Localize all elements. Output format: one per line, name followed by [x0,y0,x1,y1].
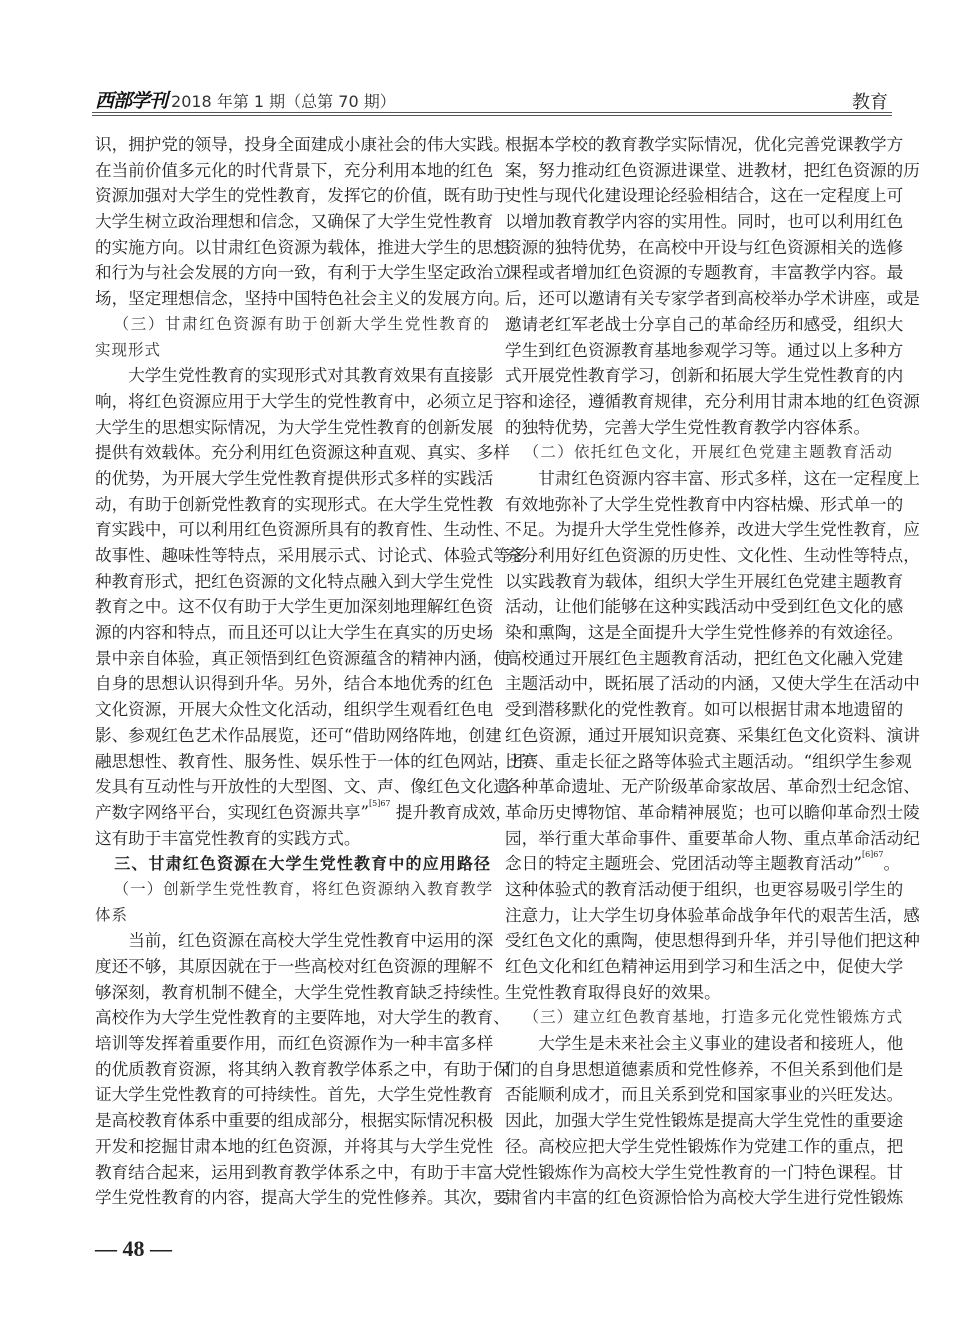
line-text: 融思想性、教育性、服务性、娱乐性于一体的红色网站，开 [95,751,527,771]
line-text: 资源加强对大学生的党性教育，发挥它的价值，既有助于 [95,186,510,206]
text-line [505,646,904,672]
line-text: 体系 [95,905,129,924]
line-text: 大学生的思想实际情况，为大学生党性教育的创新发展 [95,417,494,437]
text-line [505,1185,904,1211]
line-text: 红色文化和红色精神运用到学习和生活之中，促使大学 [505,957,904,976]
text-line [505,980,893,1006]
line-text: 和行为与社会发展的方向一致，有利于大学生坚定政治立 [95,263,510,283]
line-text: 响，将红色资源应用于大学生的党性教育中，必须立足于 [95,391,510,411]
line-text: 充分利用好红色资源的历史性、文化性、生动性等特点， [505,546,920,565]
text-line [505,260,904,286]
line-text: 证大学生党性教育的可持续性。首先，大学生党性教育 [95,1085,494,1105]
citation-superscript: [6]67 [861,850,884,860]
text-line [505,517,920,543]
text-line [95,723,502,749]
text-line [95,928,494,954]
text-line [95,1005,510,1031]
text-line [505,415,893,441]
line-text: 场，坚定理想信念，坚持中国特色社会主义的发展方向。 [95,289,510,309]
text-line [95,1082,494,1108]
text-line [505,1108,904,1134]
line-text: 的实施方向。以甘肃红色资源为载体，推进大学生的思想 [95,237,510,257]
subsection-heading-line [505,1005,904,1031]
line-text: 育实践中，可以利用红色资源所具有的教育性、生动性、 [95,520,510,540]
text-line [95,1031,494,1057]
line-text: （三）建立红色教育基地，打造多元化党性锻炼方式 [523,1008,904,1027]
line-text: 们的自身思想道德素质和党性修养，不但关系到他们是 [505,1059,904,1079]
text-line [505,774,920,800]
text-line [505,1057,904,1083]
line-text: 自身的思想认识得到升华。另外，结合本地优秀的红色 [95,674,494,694]
line-text: （一）创新学生党性教育，将红色资源纳入教育教学 [113,879,494,898]
line-text: 容和途径，遵循教育规律，充分利用甘肃本地的红色资源 [505,391,920,411]
line-text: 这有助于丰富党性教育的实践方式。 [95,828,361,848]
line-text: 染和熏陶，这是全面提升大学生党性修养的有效途径。 [505,623,904,643]
text-line [505,286,920,312]
line-text: 是高校教育体系中重要的组成部分，根据实际情况积极 [95,1111,494,1131]
line-text: 的独特优势，完善大学生党性教育教学内容体系。 [505,417,871,437]
text-line [505,620,904,646]
line-text: 的优质教育资源，将其纳入教育教学体系之中，有助于保 [95,1059,510,1079]
line-text: 受红色文化的熏陶，使思想得到升华，并引导他们把这种 [505,931,920,951]
text-line [505,928,920,954]
line-text-tail: 。 [883,854,901,874]
text-line [95,389,510,415]
line-text: 大学生是未来社会主义事业的建设者和接班人，他 [538,1034,904,1054]
text-line [505,697,904,723]
text-line [95,183,510,209]
line-text: 甘肃红色资源内容丰富、形式多样，这在一定程度上 [538,468,920,488]
line-text: 实现形式 [95,340,162,359]
line-text: 红色资源，通过开展知识竞赛、采集红色文化资料、演讲 [505,725,920,745]
text-line [95,1057,510,1083]
line-text: 以增加教育教学内容的实用性。同时，也可以利用红色 [505,212,904,232]
text-line [95,980,510,1006]
page-number: — 48 — [95,1236,172,1261]
text-line [505,800,920,826]
text-line [505,466,920,492]
line-text: 案，努力推动红色资源进课堂、进教材，把红色资源的历 [505,160,920,180]
text-line [95,1160,510,1186]
line-text: 度还不够，其原因就在于一些高校对红色资源的理解不 [95,957,494,976]
text-line [95,286,510,312]
line-text: 这种体验式的教育活动便于组织，也更容易吸引学生的 [505,879,904,899]
line-text: 比赛、重走长征之路等体验式主题活动。“组织学生参观 [505,751,912,771]
line-text: 园，举行重大革命事件、重要革命人物、重点革命活动纪 [505,828,920,848]
line-text: 学生到红色资源教育基地参观学习等。通过以上多种方 [505,340,904,360]
text-line [95,954,494,980]
text-line [95,517,510,543]
line-text: 源的内容和特点，而且还可以让大学生在真实的历史场 [95,623,494,643]
line-text: 念日的特定主题班会、党团活动等主题教育活动” [505,854,862,874]
left-column [95,132,527,1211]
line-text: 种教育形式，把红色资源的文化特点融入到大学生党性 [95,571,494,591]
line-text: 教育之中。这不仅有助于大学生更加深刻地理解红色资 [95,597,494,617]
text-line [95,363,494,389]
text-line [505,850,901,877]
line-text-tail: 提升教育成效， [390,802,512,822]
text-line [95,158,494,184]
text-line [95,1185,510,1211]
text-line [505,569,904,595]
subsection-heading-line [95,338,490,364]
text-line [95,620,494,646]
line-text: 教育结合起来，运用到教育教学体系之中，有助于丰富大 [95,1162,510,1182]
text-line [505,954,904,980]
text-line [505,235,904,261]
text-line [95,774,510,800]
line-text: 主题活动中，既拓展了活动的内涵，又使大学生在活动中 [505,674,920,694]
line-text: 当前，红色资源在高校大学生党性教育中运用的深 [128,931,494,951]
line-text: 根据本学校的教育教学实际情况，优化完善党课教学方 [505,135,904,154]
subsection-heading-line [505,440,893,466]
line-text: 景中亲自体验，真正领悟到红色资源蕴含的精神内涵，使 [95,648,510,668]
line-text: 邀请老红军老战士分享自己的革命经历和感受，组织大 [505,314,904,334]
text-line [95,260,510,286]
line-text: 不足。为提升大学生党性修养，改进大学生党性教育，应 [505,520,920,540]
text-line [95,749,527,775]
text-line [95,1134,494,1160]
text-line [95,466,494,492]
line-text: 的优势，为开展大学生党性教育提供形式多样的实践活 [95,468,494,488]
line-text: （二）依托红色文化，开展红色党建主题教育活动 [523,443,893,462]
header-divider [92,112,892,116]
line-text: 提供有效载体。充分利用红色资源这种直观、真实、多样 [95,443,510,463]
line-text: 径。高校应把大学生党性锻炼作为党建工作的重点，把 [505,1136,904,1156]
line-text: （三）甘肃红色资源有助于创新大学生党性教育的 [113,314,490,333]
text-line [505,671,920,697]
line-text: 各种革命遗址、无产阶级革命家故居、革命烈士纪念馆、 [505,777,920,797]
line-text: 三、甘肃红色资源在大学生党性教育中的应用路径 [114,854,490,874]
text-line [95,132,510,158]
subsection-heading-line [95,903,490,929]
text-line [95,826,490,852]
line-text: 够深刻，教育机制不健全，大学生党性教育缺乏持续性。 [95,982,510,1002]
text-line [95,671,494,697]
line-text: 高校通过开展红色主题教育活动，把红色文化融入党建 [505,648,904,668]
text-line [95,646,510,672]
line-text: 产数字网络平台，实现红色资源共享” [95,802,369,822]
line-text: 大学生树立政治理想和信念，又确保了大学生党性教育 [95,212,494,232]
text-line [505,363,904,389]
running-header [95,86,396,113]
line-text: 式开展党性教育学习，创新和拓展大学生党性教育的内 [505,366,904,386]
text-line [505,183,904,209]
journal-logo: 西部学刊 [95,90,168,112]
text-line [505,543,920,569]
text-line [505,749,912,775]
line-text: 动，有助于创新党性教育的实现形式。在大学生党性教 [95,494,494,514]
line-text: 否能顺利成才，而且关系到党和国家事业的兴旺发达。 [505,1085,904,1105]
line-text: 革命历史博物馆、革命精神展览；也可以瞻仰革命烈士陵 [505,802,920,822]
text-line [505,877,904,903]
line-text: 大学生党性教育的实现形式对其教育效果有直接影 [128,366,494,386]
text-line [505,132,904,158]
line-text: 资源的独特优势，在高校中开设与红色资源相关的选修 [505,237,904,257]
line-text: 有效地弥补了大学生党性教育中内容枯燥、形式单一的 [505,494,904,514]
text-line [505,1031,904,1057]
text-line [95,1108,494,1134]
line-text: 肃省内丰富的红色资源恰恰为高校大学生进行党性锻炼 [505,1188,904,1208]
text-line [505,492,904,518]
line-text: 注意力，让大学生切身体验革命战争年代的艰苦生活，感 [505,905,920,925]
text-line [505,903,920,929]
line-text: 文化资源，开展大众性文化活动，组织学生观看红色电 [95,700,494,720]
text-line [505,1082,904,1108]
text-line [505,826,920,852]
right-column [505,132,920,1211]
line-text: 故事性、趣味性等特点，采用展示式、讨论式、体验式等多 [95,546,527,565]
line-text: 开发和挖掘甘肃本地的红色资源，并将其与大学生党性 [95,1136,494,1156]
line-text: 史性与现代化建设理论经验相结合，这在一定程度上可 [505,186,904,206]
text-line [95,569,494,595]
text-line [95,543,527,569]
text-line [505,594,904,620]
text-line [95,415,494,441]
line-text: 影、参观红色艺术作品展览，还可“借助网络阵地，创建 [95,725,502,745]
text-line [95,440,510,466]
text-line [505,338,904,364]
text-line [95,697,494,723]
text-line [95,235,510,261]
text-line [95,492,494,518]
line-text: 因此，加强大学生党性锻炼是提高大学生党性的重要途 [505,1111,904,1131]
line-text: 党性锻炼作为高校大学生党性教育的一门特色课程。甘 [505,1162,904,1182]
issue-info: 2018 年第 1 期（总第 70 期） [171,92,396,111]
line-text: 后，还可以邀请有关专家学者到高校举办学术讲座，或是 [505,289,920,309]
text-line [505,389,920,415]
text-line [505,1160,904,1186]
line-text: 培训等发挥着重要作用，而红色资源作为一种丰富多样 [95,1034,494,1054]
text-line [505,209,904,235]
line-text: 生党性教育取得良好的效果。 [505,982,721,1002]
text-line [505,1134,904,1160]
text-line [505,723,920,749]
text-line [505,158,920,184]
subsection-heading-line [95,877,494,903]
section-label: 教育 [852,92,888,113]
section-heading [95,851,490,877]
text-line [95,798,512,826]
line-text: 高校作为大学生党性教育的主要阵地，对大学生的教育、 [95,1008,510,1028]
line-text: 以实践教育为载体，组织大学生开展红色党建主题教育 [505,571,904,591]
line-text: 课程或者增加红色资源的专题教育，丰富教学内容。最 [505,263,904,283]
text-line [95,209,494,235]
line-text: 受到潜移默化的党性教育。如可以根据甘肃本地遗留的 [505,700,904,720]
line-text: 在当前价值多元化的时代背景下，充分利用本地的红色 [95,160,494,180]
subsection-heading-line [95,312,490,338]
line-text: 识，拥护党的领导，投身全面建成小康社会的伟大实践。 [95,135,510,154]
text-line [95,594,494,620]
line-text: 发具有互动性与开放性的大型图、文、声、像红色文化遗 [95,777,510,797]
line-text: 活动，让他们能够在这种实践活动中受到红色文化的感 [505,597,904,617]
line-text: 学生党性教育的内容，提高大学生的党性修养。其次，要 [95,1188,510,1208]
text-line [505,312,904,338]
citation-superscript: [5]67 [368,798,391,808]
